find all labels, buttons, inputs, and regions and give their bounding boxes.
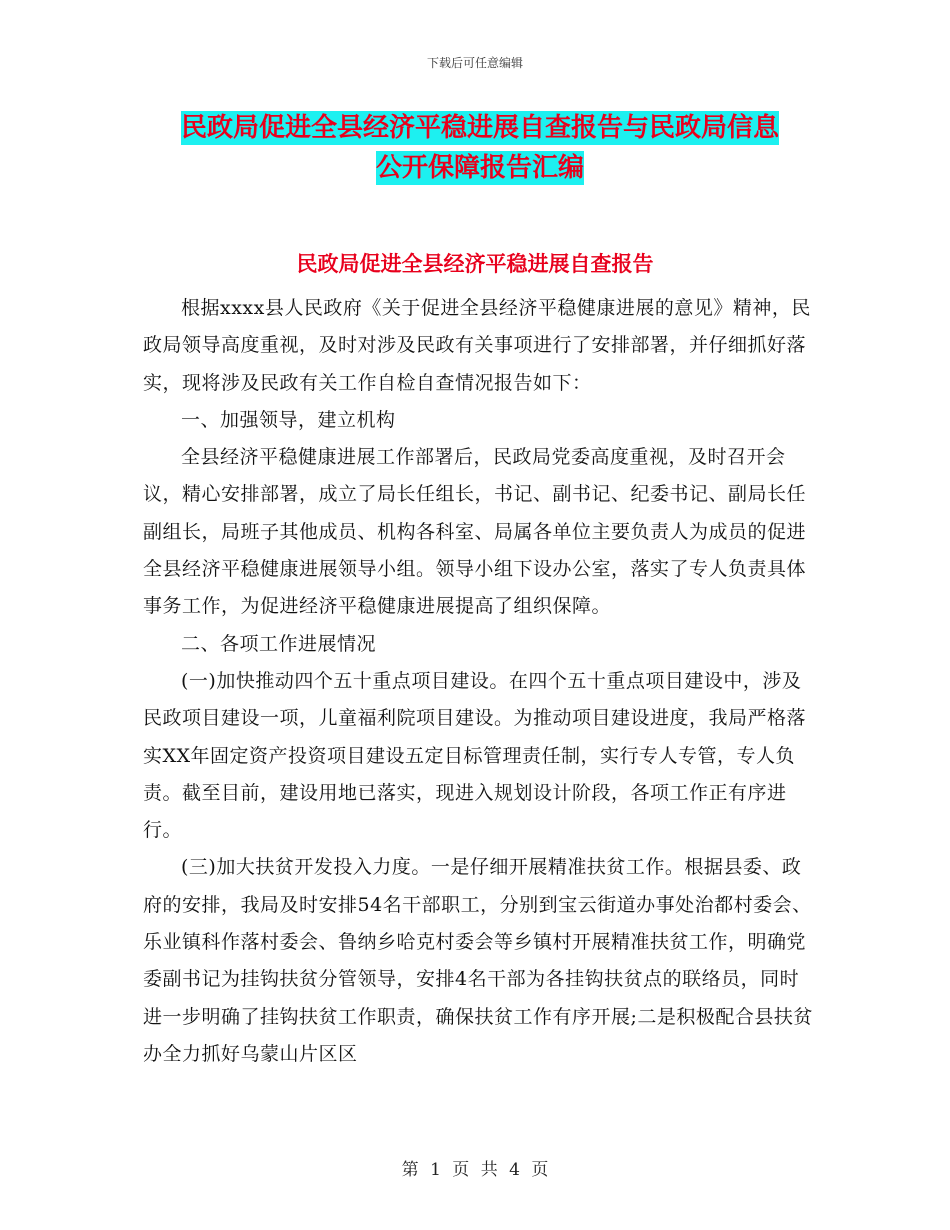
heading-progress: 二、各项工作进展情况: [181, 632, 377, 655]
paragraph-poverty: (三)加大扶贫开发投入力度。一是仔细开展精准扶贫工作。根据县委、政府的安排，我局及时安排54名干部职工，分别到宝云街道办事处治都村委会、乐业镇科作落村委会、鲁纳乡哈克村委会等乡镇村开展精准扶贫工作，明确党委副书记为挂钩扶贫分管领导，安排4名干部为各挂钩扶贫点的联络员，同时进一步明确了挂钩扶贫工作职责，确保扶贫工作有序开展;二是积极配合县扶贫办全力抓好乌蒙山片区区: [143, 856, 813, 1065]
section-title: 民政局促进全县经济平稳进展自查报告: [296, 252, 654, 276]
header-note: 下载后可任意编辑: [426, 56, 523, 70]
heading-leadership: 一、加强领导，建立机构: [181, 408, 396, 431]
document-title-line-2: 公开保障报告汇编: [375, 153, 584, 183]
document-body: [143, 290, 813, 1073]
paragraph-leadership: 全县经济平稳健康进展工作部署后，民政局党委高度重视，及时召开会议，精心安排部署，成立了局长任组长，书记、副书记、纪委书记、副局长任副组长，局班子其他成员、机构各科室、局属各单位主要负责人为成员的促进全县经济平稳健康进展领导小组。领导小组下设办公室，落实了专人负责具体事务工作，为促进经济平稳健康进展提高了组织保障。: [143, 446, 807, 618]
paragraph-intro: 根据xxxx县人民政府《关于促进全县经济平稳健康进展的意见》精神，民政局领导高度重视，及时对涉及民政有关事项进行了安排部署，并仔细抓好落实，现将涉及民政有关工作自检自查情况报告如下：: [143, 297, 811, 394]
page-number: 第 1 页 共 4 页: [401, 1160, 549, 1180]
document-title: [140, 108, 820, 188]
document-title-line-1: 民政局促进全县经济平稳进展自查报告与民政局信息: [180, 113, 779, 143]
paragraph-projects: (一)加快推动四个五十重点项目建设。在四个五十重点项目建设中，涉及民政项目建设一项，儿童福利院项目建设。为推动项目建设进度，我局严格落实XX年固定资产投资项目建设五定目标管理责任制，实行专人专管，专人负责。截至目前，建设用地已落实，现进入规划设计阶段，各项工作正有序进行。: [143, 669, 807, 842]
